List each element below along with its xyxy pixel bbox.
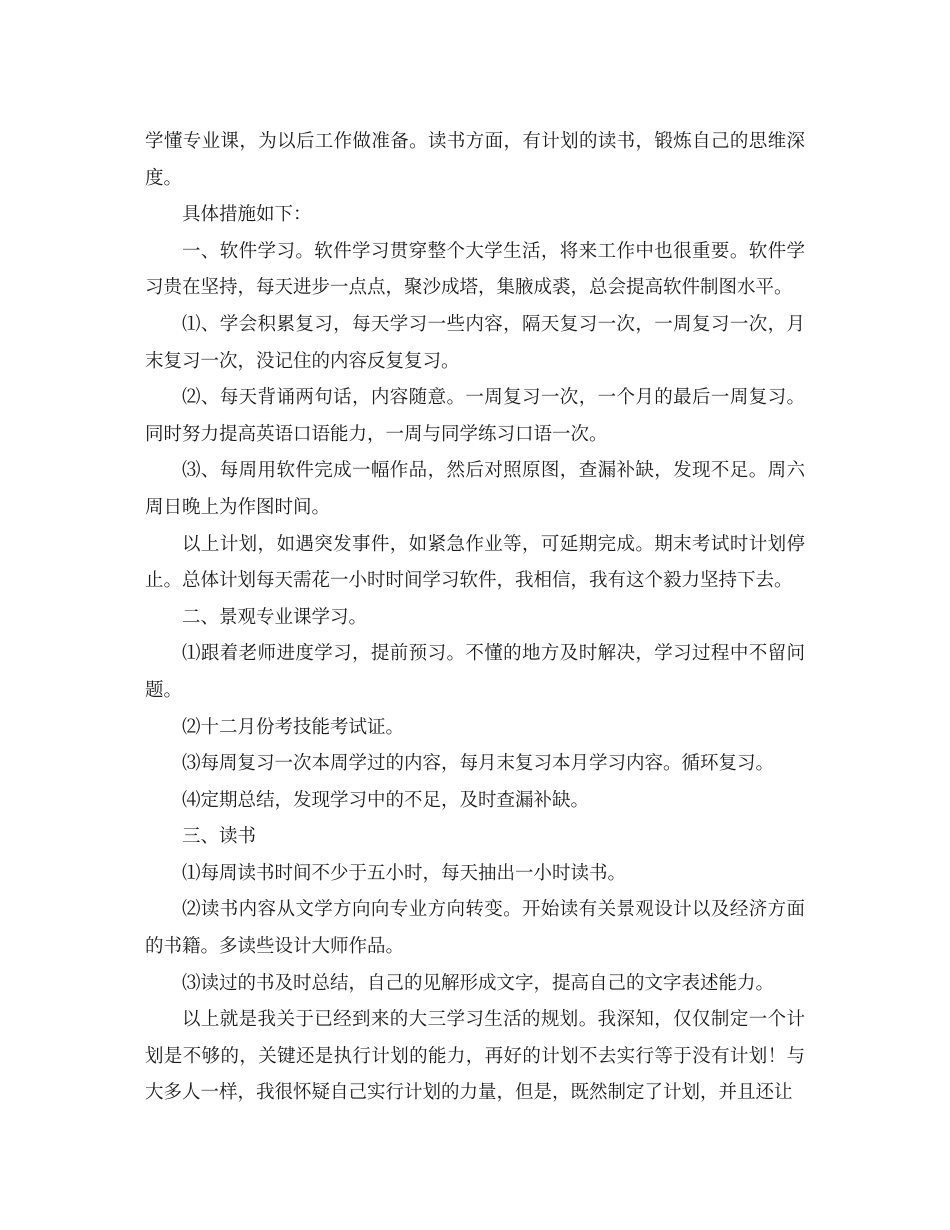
- list-item: ⑶每周复习一次本周学过的内容，每月末复习本月学习内容。循环复习。: [182, 753, 775, 775]
- list-item: ⑴、学会积累复习，每天学习一些内容，隔天复习一次，一周复习一次，月末复习一次，没记住的内容反复复习。: [145, 313, 805, 372]
- paragraph-1: 学懂专业课，为以后工作做准备。读书方面，有计划的读书，锻炼自己的思维深度。: [145, 131, 805, 189]
- document-body: [145, 124, 805, 1112]
- paragraph-plan-note: 以上计划，如遇突发事件，如紧急作业等，可延期完成。期末考试时计划停止。总体计划每天需花一小时时间学习软件，我相信，我有这个毅力坚持下去。: [145, 533, 805, 592]
- section-heading-reading: 三、读书: [182, 826, 257, 848]
- paragraph-2: 具体措施如下：: [182, 204, 312, 226]
- list-item: ⑶、每周用软件完成一幅作品，然后对照原图，查漏补缺，发现不足。周六周日晚上为作图时间。: [145, 460, 805, 518]
- list-item: ⑵读书内容从文学方向向专业方向转变。开始读有关景观设计以及经济方面的书籍。多读些设计大师作品。: [145, 899, 805, 958]
- list-item: ⑵、每天背诵两句话，内容随意。一周复习一次，一个月的最后一周复习。同时努力提高英语口语能力，一周与同学练习口语一次。: [145, 387, 805, 445]
- list-item: ⑷定期总结，发现学习中的不足，及时查漏补缺。: [182, 789, 590, 811]
- list-item: ⑴跟着老师进度学习，提前预习。不懂的地方及时解决，学习过程中不留问题。: [145, 643, 805, 701]
- list-item: ⑵十二月份考技能考试证。: [182, 716, 405, 738]
- section-heading-landscape: 二、景观专业课学习。: [182, 606, 368, 628]
- list-item: ⑴每周读书时间不少于五小时，每天抽出一小时读书。: [182, 862, 627, 884]
- paragraph-conclusion: 以上就是我关于已经到来的大三学习生活的规划。我深知，仅仅制定一个计划是不够的，关键还是执行计划的能力，再好的计划不去实行等于没有计划！与大多人一样，我很怀疑自己实行计划的力量，但是，既然制定了计划，并且还让: [145, 1009, 805, 1104]
- list-item: ⑶读过的书及时总结，自己的见解形成文字，提高自己的文字表述能力。: [182, 972, 775, 994]
- section-heading-software: 一、软件学习。软件学习贯穿整个大学生活，将来工作中也很重要。软件学习贵在坚持，每天进步一点点，聚沙成塔，集腋成裘，总会提高软件制图水平。: [145, 240, 805, 299]
